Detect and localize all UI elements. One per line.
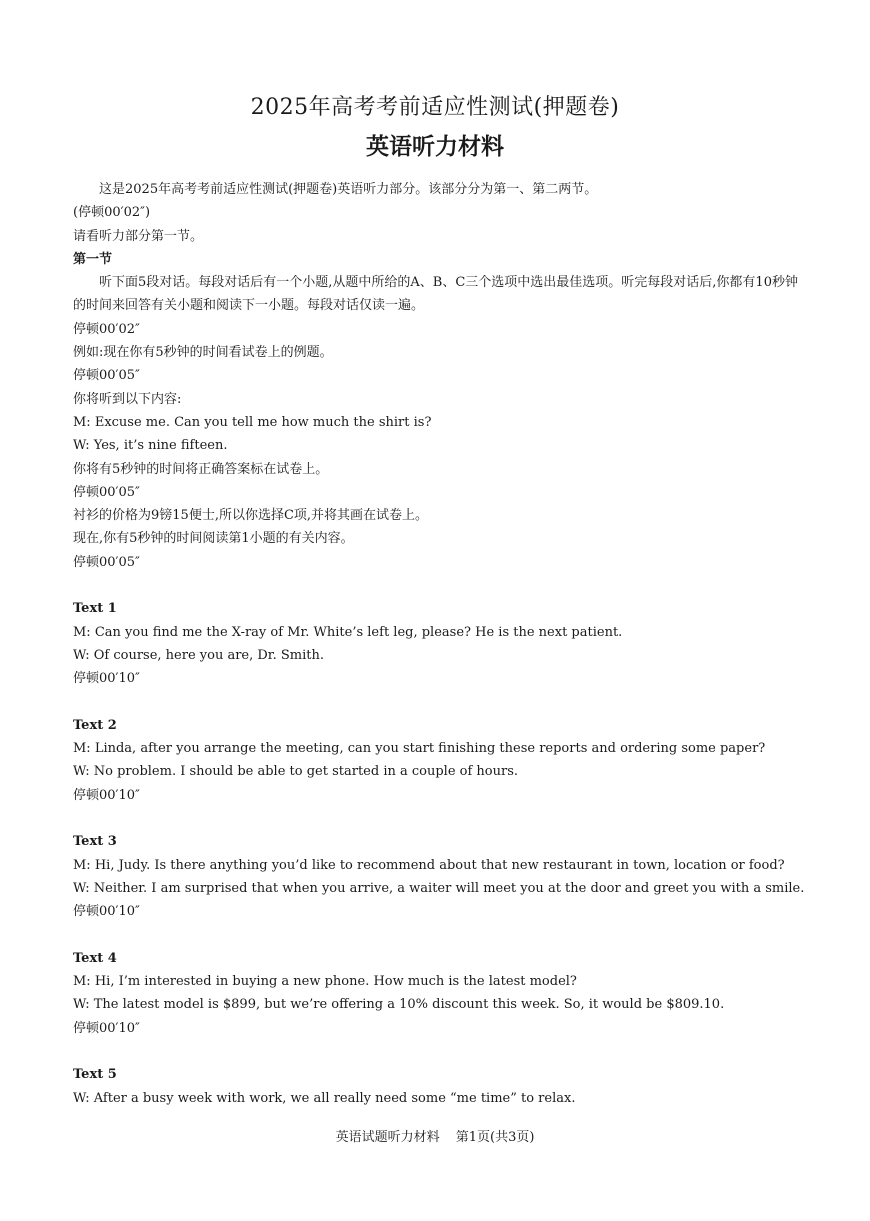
intro-instruction: 请看听力部分第一节。 xyxy=(73,228,204,244)
document-body xyxy=(73,178,808,1110)
read-question-text: 现在,你有5秒钟的时间阅读第1小题的有关内容。 xyxy=(73,531,354,547)
text-block xyxy=(73,597,808,690)
page-number: 第1页(共3页) xyxy=(455,1130,535,1145)
text-block xyxy=(73,1063,808,1110)
footer-title: 英语试题听力材料 xyxy=(335,1130,440,1145)
spacer xyxy=(73,807,808,830)
text-heading: Text 1 xyxy=(73,601,117,617)
dialogue-line: M: Can you find me the X-ray of Mr. White’s left leg, please? He is the next patient. xyxy=(73,624,623,640)
section-heading: 第一节 xyxy=(73,251,113,267)
example-intro: 例如:现在你有5秒钟的时间看试卷上的例题。 xyxy=(73,345,333,361)
pause-text: 停顿00′05″ xyxy=(73,554,140,570)
explanation-text: 衬衫的价格为9镑15便士,所以你选择C项,并将其画在试卷上。 xyxy=(73,508,429,524)
intro-pause: (停顿00′02″) xyxy=(73,205,151,221)
will-hear-text: 你将听到以下内容: xyxy=(73,391,182,407)
spacer xyxy=(73,691,808,714)
text-block xyxy=(73,830,808,923)
text-block xyxy=(73,714,808,807)
pause-text: 停顿00′10″ xyxy=(73,1020,140,1036)
intro-line: 这是2025年高考考前适应性测试(押题卷)英语听力部分。该部分分为第一、第二两节。 xyxy=(99,182,598,197)
text-heading: Text 2 xyxy=(73,717,117,733)
pause-text: 停顿00′05″ xyxy=(73,368,140,384)
spacer xyxy=(73,924,808,947)
page-footer xyxy=(0,1126,870,1145)
dialogue-line: W: After a busy week with work, we all really need some “me time” to relax. xyxy=(73,1090,576,1106)
dialogue-line: W: No problem. I should be able to get started in a couple of hours. xyxy=(73,764,519,780)
text-block xyxy=(73,947,808,1040)
page-title: 2025年高考考前适应性测试(押题卷) xyxy=(250,95,620,120)
dialogue-line: W: The latest model is $899, but we’re offering a 10% discount this week. So, it would be $809.10. xyxy=(73,997,725,1013)
pause-text: 停顿00′10″ xyxy=(73,671,140,687)
pause-text: 停顿00′05″ xyxy=(73,484,140,500)
text-heading: Text 4 xyxy=(73,950,117,966)
pause-text: 停顿00′02″ xyxy=(73,321,140,337)
example-dialogue-w: W: Yes, it’s nine fifteen. xyxy=(73,438,228,454)
section-instructions: 听下面5段对话。每段对话后有一个小题,从题中所给的A、B、C三个选项中选出最佳选项。听完每段对话后,你都有10秒钟的时间来回答有关小题和阅读下一小题。每段对话仅读一遍。 xyxy=(73,275,798,314)
text-heading: Text 3 xyxy=(73,834,117,850)
dialogue-line: W: Neither. I am surprised that when you arrive, a waiter will meet you at the door and greet you with a smile. xyxy=(73,880,805,896)
pause-text: 停顿00′10″ xyxy=(73,904,140,920)
dialogue-line: W: Of course, here you are, Dr. Smith. xyxy=(73,647,324,663)
example-dialogue-m: M: Excuse me. Can you tell me how much the shirt is? xyxy=(73,414,432,430)
spacer xyxy=(73,574,808,597)
dialogue-line: M: Hi, I’m interested in buying a new phone. How much is the latest model? xyxy=(73,974,577,990)
mark-answer-text: 你将有5秒钟的时间将正确答案标在试卷上。 xyxy=(73,461,329,477)
dialogue-line: M: Hi, Judy. Is there anything you’d like to recommend about that new restaurant in town, location or food? xyxy=(73,857,785,873)
page-subtitle: 英语听力材料 xyxy=(366,134,504,160)
text-heading: Text 5 xyxy=(73,1067,117,1083)
dialogue-line: M: Linda, after you arrange the meeting, can you start finishing these reports and ordering some paper? xyxy=(73,741,766,757)
spacer xyxy=(73,1040,808,1063)
pause-text: 停顿00′10″ xyxy=(73,787,140,803)
